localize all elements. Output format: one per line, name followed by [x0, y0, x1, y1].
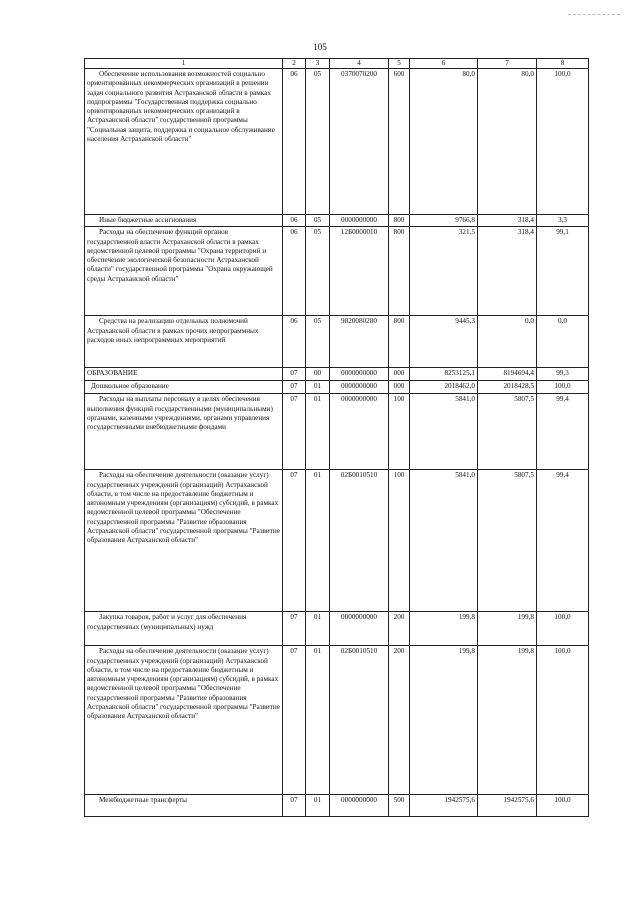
column-header: 4 — [330, 59, 389, 69]
target-article-code: 0000000000 — [330, 394, 389, 470]
subsection-code: 01 — [306, 470, 330, 612]
executed-amount: 2018428,5 — [478, 381, 537, 394]
target-article-code: 02Б0010510 — [330, 646, 389, 795]
column-header: 7 — [478, 59, 537, 69]
section-code: 07 — [283, 368, 306, 381]
planned-amount: 321,5 — [410, 227, 478, 316]
subsection-code: 05 — [306, 69, 330, 215]
target-article-code: 0000000000 — [330, 612, 389, 646]
section-code: 07 — [283, 381, 306, 394]
expense-type-code: 200 — [389, 646, 410, 795]
column-header: 1 — [85, 59, 283, 69]
row-name: Межбюджетные трансферты — [85, 795, 283, 817]
planned-amount: 5841,0 — [410, 470, 478, 612]
executed-amount: 318,4 — [478, 227, 537, 316]
executed-amount: 1942575,6 — [478, 795, 537, 817]
column-header: 2 — [283, 59, 306, 69]
table-row — [85, 227, 589, 316]
execution-percent: 99,4 — [537, 394, 589, 470]
section-code: 07 — [283, 646, 306, 795]
table-row — [85, 394, 589, 470]
expense-type-code: 000 — [389, 381, 410, 394]
expense-type-code: 100 — [389, 470, 410, 612]
planned-amount: 199,8 — [410, 646, 478, 795]
row-name: Расходы на выплаты персоналу в целях обеспечения выполнения функций государственными (муниципальными) органами, казенными учреждениями, органами управления государственными внебюджетными фондами — [85, 394, 283, 470]
planned-amount: 9766,8 — [410, 215, 478, 227]
planned-amount: 8253125,1 — [410, 368, 478, 381]
row-name: Обеспечение использования возможностей социально ориентированных некоммерческих организаций в решении задач социального развития Астраханской области в рамках подпрограммы "Государственная поддержка социально ориентированных некоммерческих организаций в Астраханской области" государственной программы "Социальная защита, поддержка и социальное обслуживание населения Астраханской области" — [85, 69, 283, 215]
execution-percent: 100,0 — [537, 381, 589, 394]
table-header-row — [85, 59, 589, 69]
subsection-code: 05 — [306, 316, 330, 368]
column-header: 8 — [537, 59, 589, 69]
target-article-code: 02Б0010510 — [330, 470, 389, 612]
expense-type-code: 500 — [389, 795, 410, 817]
subsection-code: 01 — [306, 612, 330, 646]
planned-amount: 5841,0 — [410, 394, 478, 470]
executed-amount: 318,4 — [478, 215, 537, 227]
executed-amount: 5807,5 — [478, 470, 537, 612]
row-name: Закупка товаров, работ и услуг для обеспечения государственных (муниципальных) нужд — [85, 612, 283, 646]
section-code: 06 — [283, 215, 306, 227]
table-row — [85, 381, 589, 394]
table-row — [85, 215, 589, 227]
subsection-code: 01 — [306, 646, 330, 795]
target-article-code: 9820080280 — [330, 316, 389, 368]
subsection-code: 01 — [306, 795, 330, 817]
planned-amount: 199,8 — [410, 612, 478, 646]
expense-type-code: 200 — [389, 612, 410, 646]
table-row — [85, 470, 589, 612]
budget-table — [84, 58, 589, 817]
executed-amount: 80,0 — [478, 69, 537, 215]
subsection-code: 01 — [306, 394, 330, 470]
section-code: 07 — [283, 612, 306, 646]
executed-amount: 5807,5 — [478, 394, 537, 470]
execution-percent: 100,0 — [537, 69, 589, 215]
expense-type-code: 000 — [389, 368, 410, 381]
column-header: 3 — [306, 59, 330, 69]
table-row — [85, 612, 589, 646]
execution-percent: 100,0 — [537, 795, 589, 817]
target-article-code: 0000000000 — [330, 795, 389, 817]
row-name: Расходы на обеспечение деятельности (оказание услуг) государственных учреждений (организаций) Астраханской области, в том числе на предоставление бюджетным и автономным учреждениям (организациям) субсидий, в рамках ведомственной целевой программы "Обеспечение государственной программы "Развитие образования Астраханской области" государственной программы "Развитие образования Астраханской области" — [85, 646, 283, 795]
execution-percent: 99,4 — [537, 470, 589, 612]
page-number: 105 — [313, 42, 327, 52]
column-header: 6 — [410, 59, 478, 69]
planned-amount: 1942575,6 — [410, 795, 478, 817]
row-name: Дошкольное образование — [85, 381, 283, 394]
execution-percent: 0,0 — [537, 316, 589, 368]
target-article-code: 0000000000 — [330, 368, 389, 381]
section-code: 07 — [283, 470, 306, 612]
target-article-code: 0000000000 — [330, 381, 389, 394]
executed-amount: 199,8 — [478, 646, 537, 795]
scan-artifact-line — [568, 14, 620, 16]
execution-percent: 100,0 — [537, 646, 589, 795]
section-code: 07 — [283, 795, 306, 817]
table-row — [85, 69, 589, 215]
subsection-code: 00 — [306, 368, 330, 381]
planned-amount: 2018462,0 — [410, 381, 478, 394]
section-code: 06 — [283, 227, 306, 316]
execution-percent: 100,0 — [537, 612, 589, 646]
row-name: Расходы на обеспечение деятельности (оказание услуг) государственных учреждений (организаций) Астраханской области, в том числе на предоставление бюджетным и автономным учреждениям (организациям) субсидий, в рамках ведомственной целевой программы "Обеспечение государственной программы "Развитие образования Астраханской области" государственной программы "Развитие образования Астраханской области" — [85, 470, 283, 612]
execution-percent: 3,3 — [537, 215, 589, 227]
target-article-code: 0000000000 — [330, 215, 389, 227]
expense-type-code: 800 — [389, 215, 410, 227]
planned-amount: 80,0 — [410, 69, 478, 215]
expense-type-code: 800 — [389, 227, 410, 316]
expense-type-code: 100 — [389, 394, 410, 470]
row-name: Иные бюджетные ассигнования — [85, 215, 283, 227]
section-code: 07 — [283, 394, 306, 470]
expense-type-code: 600 — [389, 69, 410, 215]
row-name: ОБРАЗОВАНИЕ — [85, 368, 283, 381]
table-row — [85, 646, 589, 795]
expense-type-code: 800 — [389, 316, 410, 368]
section-code: 06 — [283, 316, 306, 368]
planned-amount: 9445,3 — [410, 316, 478, 368]
executed-amount: 0,0 — [478, 316, 537, 368]
table-row — [85, 368, 589, 381]
execution-percent: 99,3 — [537, 368, 589, 381]
subsection-code: 05 — [306, 227, 330, 316]
target-article-code: 0370070200 — [330, 69, 389, 215]
target-article-code: 12Б0000010 — [330, 227, 389, 316]
executed-amount: 199,8 — [478, 612, 537, 646]
table-row — [85, 316, 589, 368]
executed-amount: 8194694,4 — [478, 368, 537, 381]
column-header: 5 — [389, 59, 410, 69]
table-row — [85, 795, 589, 817]
row-name: Расходы на обеспечение функций органов государственной власти Астраханской области в рамках ведомственной целевой программы "Охрана территорий и обеспечение экологической безопасности Астраханской области" государственной программы "Охрана окружающей среды Астраханской области" — [85, 227, 283, 316]
subsection-code: 05 — [306, 215, 330, 227]
execution-percent: 99,1 — [537, 227, 589, 316]
subsection-code: 01 — [306, 381, 330, 394]
row-name: Средства на реализацию отдельных полномочий Астраханской области в рамках прочих непрограммных расходов иных непрограммных мероприятий — [85, 316, 283, 368]
section-code: 06 — [283, 69, 306, 215]
